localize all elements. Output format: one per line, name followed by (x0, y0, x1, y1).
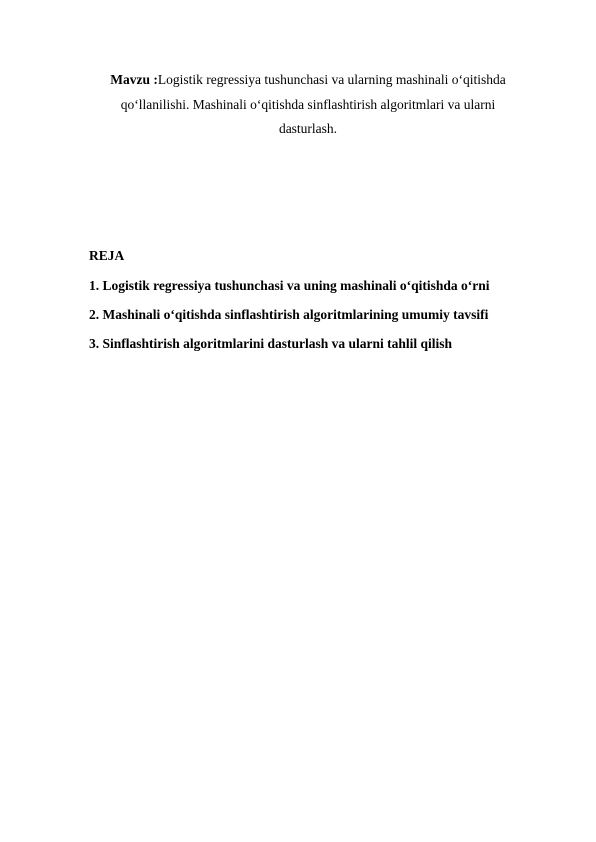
plan-item-1: 1. Logistik regressiya tushunchasi va uning mashinali o‘qitishda o‘rni (89, 278, 490, 293)
topic-label: Mavzu : (110, 72, 158, 87)
plan-item-2: 2. Mashinali o‘qitishda sinflashtirish algoritmlarining umumiy tavsifi (89, 307, 489, 322)
plan-section (89, 248, 559, 365)
topic-text: Logistik regressiya tushunchasi va ularning mashinali o‘qitishda qo‘llanilishi. Mashinali o‘qitishda sinflashtirish algoritmlari va ularni dasturlash. (120, 72, 506, 136)
plan-title: REJA (89, 248, 125, 263)
topic-paragraph (96, 68, 520, 142)
plan-item-3: 3. Sinflashtirish algoritmlarini dasturlash va ularni tahlil qilish (89, 336, 453, 351)
